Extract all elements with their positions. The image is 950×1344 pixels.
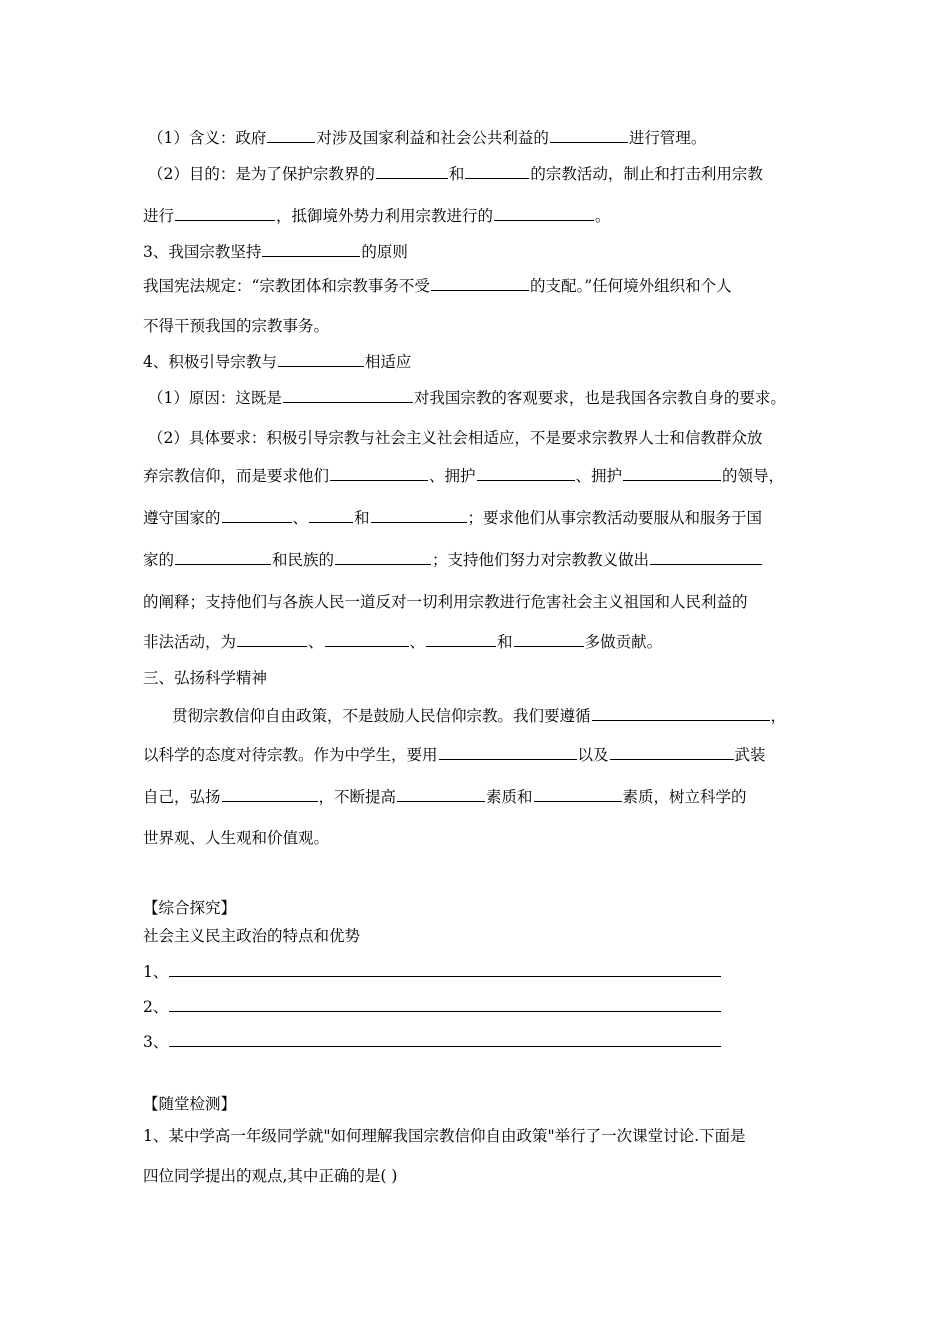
text: 以及 xyxy=(577,746,609,764)
line-reason xyxy=(148,388,786,408)
line-purpose xyxy=(148,164,763,184)
quiz-question-1-cont xyxy=(143,1166,397,1186)
text: ，不断提高 xyxy=(318,788,397,806)
text: 进行管理。 xyxy=(628,129,707,147)
line-requirements-6 xyxy=(143,632,662,652)
answer-blank[interactable] xyxy=(169,1032,721,1047)
text: （1）含义：政府 xyxy=(148,129,267,147)
text: 3、我国宗教坚持 xyxy=(143,243,262,261)
text: 1、某中学高一年级同学就"如何理解我国宗教信仰自由政策"举行了一次课堂讨论.下面是 xyxy=(143,1127,746,1145)
fill-blank[interactable] xyxy=(534,787,622,802)
fill-blank[interactable] xyxy=(431,276,529,291)
text: 、 xyxy=(409,633,426,651)
fill-blank[interactable] xyxy=(650,550,762,565)
text: 【随堂检测】 xyxy=(143,1095,237,1113)
quiz-question-1 xyxy=(143,1126,746,1146)
text: ，抵御境外势力利用宗教进行的 xyxy=(276,207,494,225)
answer-line-3 xyxy=(143,1032,722,1052)
line-requirements-2 xyxy=(143,466,784,486)
text: 素质和 xyxy=(486,788,533,806)
fill-blank[interactable] xyxy=(371,508,467,523)
text: 、拥护 xyxy=(429,467,476,485)
text: （2）目的：是为了保护宗教界的 xyxy=(148,165,375,183)
fill-blank[interactable] xyxy=(514,632,584,647)
answer-line-1 xyxy=(143,962,722,982)
fill-blank[interactable] xyxy=(175,550,271,565)
fill-blank[interactable] xyxy=(267,128,315,143)
line-requirements-5 xyxy=(143,592,748,612)
text: 和民族的 xyxy=(272,551,335,569)
text: 的宗教活动，制止和打击利用宗教 xyxy=(530,165,763,183)
text: 的领导， xyxy=(722,467,785,485)
text: 四位同学提出的观点,其中正确的是( ) xyxy=(143,1167,398,1185)
text: 4、积极引导宗教与 xyxy=(143,353,277,371)
line-constitution-cont xyxy=(143,316,329,336)
fill-blank[interactable] xyxy=(325,632,409,647)
text: 世界观、人生观和价值观。 xyxy=(143,829,330,847)
fill-blank[interactable] xyxy=(283,388,413,403)
text: 的阐释；支持他们与各族人民一道反对一切利用宗教进行危害社会主义祖国和人民利益的 xyxy=(143,593,748,611)
line-requirements-4 xyxy=(143,550,763,570)
text: 的支配。”任何境外组织和个人 xyxy=(529,277,732,295)
text: 、 xyxy=(292,509,309,527)
fill-blank[interactable] xyxy=(237,632,307,647)
text: ， xyxy=(770,707,787,725)
text: 三、弘扬科学精神 xyxy=(143,669,268,687)
text: 对涉及国家利益和社会公共利益的 xyxy=(316,129,549,147)
text: 、 xyxy=(308,633,324,651)
answer-blank[interactable] xyxy=(169,962,721,977)
text: 非法活动，为 xyxy=(143,633,237,651)
text: 遵守国家的 xyxy=(143,509,221,527)
text: （1）原因：这既是 xyxy=(148,389,282,407)
text: 自己，弘扬 xyxy=(143,788,221,806)
text: 多做贡献。 xyxy=(584,633,663,651)
fill-blank[interactable] xyxy=(278,352,364,367)
text: 进行 xyxy=(143,207,175,225)
text: 社会主义民主政治的特点和优势 xyxy=(143,927,361,945)
fill-blank[interactable] xyxy=(550,128,628,143)
fill-blank[interactable] xyxy=(222,787,318,802)
line-science-3 xyxy=(143,787,747,807)
text: 贯彻宗教信仰自由政策，不是鼓励人民信仰宗教。我们要遵循 xyxy=(172,707,591,725)
fill-blank[interactable] xyxy=(335,550,431,565)
text: 弃宗教信仰，而是要求他们 xyxy=(143,467,330,485)
fill-blank[interactable] xyxy=(262,242,360,257)
text: 家的 xyxy=(143,551,175,569)
text: 1、 xyxy=(143,963,169,981)
line-science-2 xyxy=(143,745,766,765)
text: ；要求他们从事宗教活动要服从和服务于国 xyxy=(467,509,763,527)
text: 和 xyxy=(448,165,465,183)
text: 不得干预我国的宗教事务。 xyxy=(143,317,330,335)
text: （2）具体要求：积极引导宗教与社会主义社会相适应，不是要求宗教界人士和信教群众放 xyxy=(148,429,763,447)
text: 3、 xyxy=(143,1033,169,1051)
fill-blank[interactable] xyxy=(494,206,594,221)
answer-blank[interactable] xyxy=(169,997,721,1012)
fill-blank[interactable] xyxy=(592,706,770,721)
fill-blank[interactable] xyxy=(222,508,292,523)
fill-blank[interactable] xyxy=(330,466,428,481)
fill-blank[interactable] xyxy=(623,466,721,481)
line-purpose-cont xyxy=(143,206,611,226)
text: 武装 xyxy=(734,746,766,764)
text: 和 xyxy=(354,509,370,527)
line-meaning xyxy=(148,128,706,148)
text: 的原则 xyxy=(361,243,408,261)
fill-blank[interactable] xyxy=(610,745,734,760)
fill-blank[interactable] xyxy=(397,787,485,802)
line-principle xyxy=(143,242,408,262)
fill-blank[interactable] xyxy=(309,508,353,523)
line-constitution xyxy=(143,276,732,296)
line-science-1 xyxy=(172,706,786,726)
text: 以科学的态度对待宗教。作为中学生，要用 xyxy=(143,746,438,764)
line-science-4 xyxy=(143,828,329,848)
fill-blank[interactable] xyxy=(426,632,496,647)
fill-blank[interactable] xyxy=(439,745,577,760)
fill-blank[interactable] xyxy=(376,164,448,179)
fill-blank[interactable] xyxy=(477,466,575,481)
text: 【综合探究】 xyxy=(143,899,237,917)
text: 素质，树立科学的 xyxy=(622,788,747,806)
line-adapt xyxy=(143,352,411,372)
inquiry-prompt xyxy=(143,926,360,946)
section-heading-inquiry xyxy=(143,898,236,918)
section-heading-quiz xyxy=(143,1094,236,1114)
text: 2、 xyxy=(143,998,169,1016)
answer-line-2 xyxy=(143,997,722,1017)
text: 。 xyxy=(595,207,611,225)
text: 我国宪法规定：“宗教团体和宗教事务不受 xyxy=(143,277,430,295)
text: ；支持他们努力对宗教教义做出 xyxy=(432,551,650,569)
text: 和 xyxy=(497,633,513,651)
text: 相适应 xyxy=(364,353,412,371)
text: 对我国宗教的客观要求，也是我国各宗教自身的要求。 xyxy=(413,389,786,407)
line-requirements-3 xyxy=(143,508,762,528)
section-heading-science xyxy=(143,668,267,688)
text: 、拥护 xyxy=(575,467,623,485)
fill-blank[interactable] xyxy=(465,164,529,179)
line-requirements xyxy=(148,428,762,448)
fill-blank[interactable] xyxy=(175,206,275,221)
